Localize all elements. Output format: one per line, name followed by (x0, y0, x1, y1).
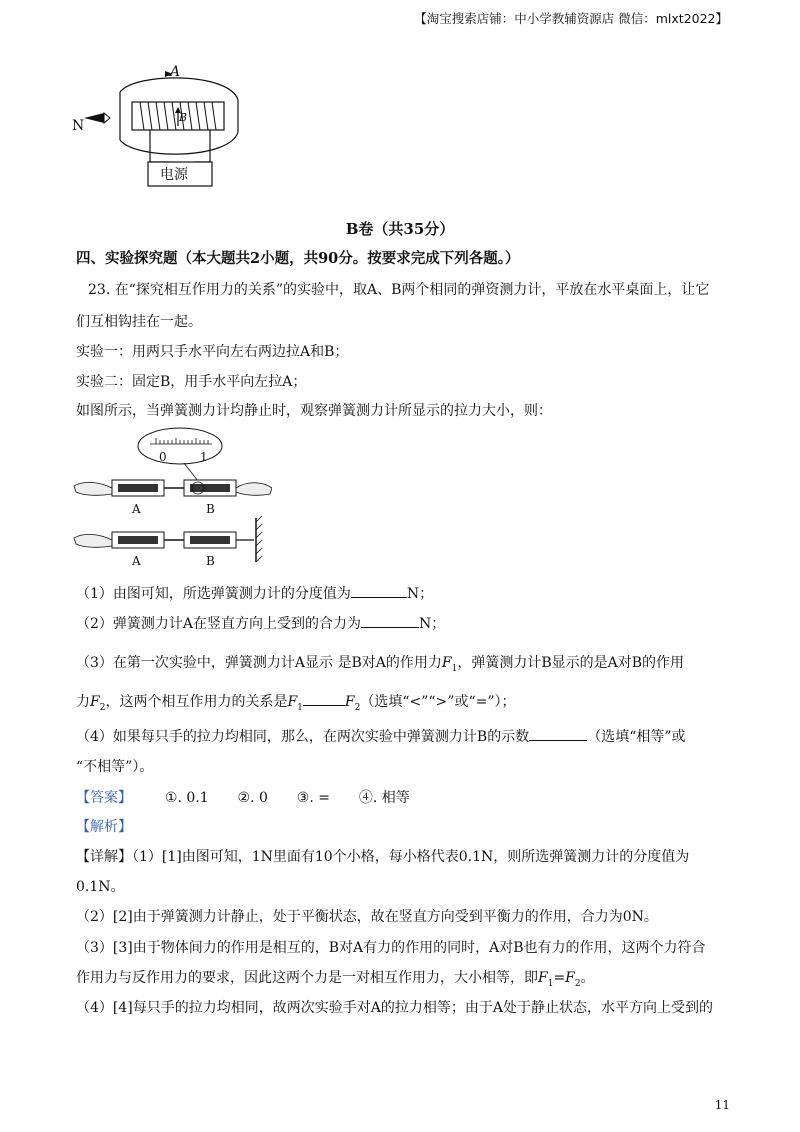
power-label: 电源 (160, 167, 188, 183)
scale-tick-0: 0 (159, 450, 167, 464)
fig2-label-a1: A (132, 502, 141, 516)
answer-blank-1 (351, 583, 407, 598)
answer-blank-3 (303, 691, 345, 706)
fig1-label-n: N (72, 118, 85, 134)
answer-3: ③. = (296, 790, 330, 806)
q23-sub4-line2: “不相等”）。 (76, 759, 154, 775)
fig2-label-b1: B (206, 502, 215, 516)
detail-p2: （2）[2]由于弹簧测力计静止，处于平衡状态，故在竖直方向受到平衡力的作用，合力为0N。 (76, 909, 658, 925)
page-number: 11 (714, 1098, 730, 1112)
detail-p1a: 【详解】（1）[1]由图可知，1N里面有10个小格，每小格代表0.1N，则所选弹簧测力计的分度值为 (76, 849, 690, 865)
q23-line2: 们互相钩挂在一起。 (76, 314, 202, 330)
detail-p3b: 作用力与反作用力的要求，因此这两个力是一对相互作用力，大小相等，即$F_1=F_2$。 (76, 970, 595, 989)
answer-label: 【答案】 (76, 790, 132, 806)
analysis-label: 【解析】 (76, 819, 132, 835)
answer-1: ①. 0.1 (164, 790, 209, 806)
q23-sub4-line1: （4）如果每只手的拉力均相同，那么，在两次实验中弹簧测力计B的示数 （选填“相等”或 (76, 726, 686, 747)
detail-p1b: 0.1N。 (76, 879, 125, 895)
q23-sub3-line2: 力$F_2$，这两个相互作用力的关系是$F_1$ $F_2$（选填“<”“>”或“=”）； (76, 691, 516, 718)
q23-exp1: 实验一：用两只手水平向左右两边拉A和B； (76, 344, 349, 360)
q23-sub2: （2）弹簧测力计A在竖直方向上受到的合力为 N； (76, 613, 445, 634)
answer-2: ②. 0 (237, 790, 268, 806)
fig2-label-a2: A (132, 554, 141, 568)
q23-sub1: （1）由图可知，所选弹簧测力计的分度值为 N； (76, 583, 433, 604)
q23-sub3-line1: （3）在第一次实验中，弹簧测力计A显示 是B对A的作用力$F_1$，弹簧测力计B显示的是A对B的作用 (76, 655, 685, 674)
detail-p3a: （3）[3]由于物体间力的作用是相互的，B对A有力的作用的同时，A对B也有力的作用，这两个力符合 (76, 940, 706, 956)
detail-p4: （4）[4]每只手的拉力均相同，故两次实验手对A的拉力相等；由于A处于静止状态，水平方向上受到的 (76, 1000, 713, 1016)
q23-exp2: 实验二：固定B，用手水平向左拉A； (76, 374, 307, 390)
q23-line1: 23. 在“探究相互作用力的关系”的实验中，取A、B两个相同的弹资测力计，平放在水平桌面上，让它 (88, 282, 710, 298)
q23-intro: 如图所示，当弹簧测力计均静止时，观察弹簧测力计所显示的拉力大小，则： (76, 403, 552, 419)
fig1-label-b: B (179, 111, 188, 124)
spring-scale-figure (72, 426, 272, 571)
page-header: 【淘宝搜索店铺：中小学教辅资源店 微信：mlxt2022】 (414, 11, 728, 26)
section-b-title: B卷（共35分） (345, 220, 455, 238)
answer-blank-2 (361, 613, 419, 628)
scale-tick-1: 1 (200, 450, 208, 464)
section-four-title: 四、实验探究题（本大题共2小题，共90分。按要求完成下列各题。） (76, 250, 520, 267)
answer-4: ④. 相等 (358, 790, 410, 806)
answer-blank-4 (529, 726, 587, 741)
fig2-label-b2: B (206, 554, 215, 568)
fig1-label-a: A (170, 64, 181, 80)
answer-row (76, 788, 410, 808)
